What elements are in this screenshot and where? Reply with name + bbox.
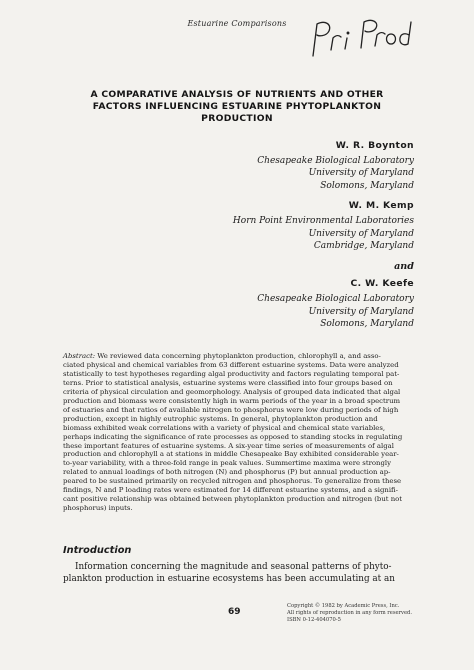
title-line: PRODUCTION [201, 113, 273, 124]
abstract-line: biomass exhibited weak correlations with a variety of physical and chemical state variables, [63, 423, 386, 432]
abstract-line: production and chlorophyll a at stations in middle Chesapeake Bay exhibited considerable year- [63, 450, 399, 459]
affiliation-line: University of Maryland [308, 228, 414, 239]
affiliation-line: University of Maryland [308, 168, 414, 179]
abstract-line: peared to be sustained primarily on recycled nitrogen and phosphorus. To generalize from these [63, 477, 402, 486]
affiliation-line: Chesapeake Biological Laboratory [257, 155, 414, 166]
paper-title [60, 89, 414, 125]
abstract-line: criteria of physical circulation and geomorphology. Analysis of grouped data indicated that algal [63, 387, 401, 396]
abstract-line: findings, N and P loading rates were estimated for 14 different estuarine systems, and a signifi- [63, 486, 398, 495]
page-number: 69 [228, 607, 241, 617]
abstract-line: perhaps indicating the significance of rate processes as opposed to standing stocks in regulating [63, 432, 403, 441]
abstract-line: terns. Prior to statistical analysis, estuarine systems were classified into four groups based on [63, 378, 393, 387]
abstract [63, 352, 413, 513]
author-name: C. W. Keefe [350, 278, 414, 290]
introduction-text [63, 561, 415, 585]
abstract-line: to-year variability, with a three-fold range in peak values. Summertime maxima were strongly [63, 459, 391, 468]
body-line: plankton production in estuarine ecosystems has been accumulating at an [63, 574, 395, 584]
abstract-line [63, 352, 413, 361]
and-conjunction: and [394, 260, 414, 272]
affiliation-line: Chesapeake Biological Laboratory [257, 293, 414, 304]
abstract-label: Abstract: [63, 352, 96, 360]
affiliation-line: Cambridge, Maryland [313, 241, 414, 252]
title-line: A COMPARATIVE ANALYSIS OF NUTRIENTS AND OTHER [90, 89, 384, 100]
affiliation-line: University of Maryland [308, 306, 414, 317]
author-block [154, 278, 414, 330]
abstract-line: production, except in highly eutrophic systems. In general, phytoplankton production and [63, 414, 378, 423]
abstract-line: ciated physical and chemical variables from 63 different estuarine systems. Data were analyzed [63, 360, 399, 369]
author-name: W. M. Kemp [348, 200, 414, 212]
handwritten-annotation [305, 16, 425, 60]
running-head: Estuarine Comparisons [187, 19, 287, 28]
affiliation-line: Solomons, Maryland [320, 180, 414, 191]
author-block [154, 200, 414, 252]
author-list [154, 140, 414, 339]
copyright-line: ISBN 0-12-404070-5 [287, 617, 341, 624]
title-line: FACTORS INFLUENCING ESTUARINE PHYTOPLANKTON [92, 101, 382, 112]
abstract-line: these important features of estuarine systems. A six-year time series of measurements of algal [63, 441, 394, 450]
author-name: W. R. Boynton [335, 140, 414, 151]
body-line: Information concerning the magnitude and seasonal patterns of phyto- [75, 562, 392, 572]
copyright-line: Copyright © 1982 by Academic Press, Inc. [287, 603, 400, 609]
abstract-line: related to annual loadings of both nitrogen (N) and phosphorus (P) but annual production ap- [63, 468, 391, 477]
copyright-line: All rights of reproduction in any form reserved. [287, 610, 412, 617]
abstract-first-line: We reviewed data concerning phytoplankton production, chlorophyll a, and asso- [95, 352, 381, 360]
abstract-line: statistically to test hypotheses regarding algal productivity and factors regulating temporal pat- [63, 369, 400, 378]
author-block [154, 140, 414, 192]
abstract-line: of estuaries and that ratios of available nitrogen to phosphorus were low during periods of high [63, 405, 399, 414]
affiliation-line: Solomons, Maryland [320, 319, 414, 330]
affiliation-line: Horn Point Environmental Laboratories [232, 215, 414, 226]
abstract-line: phosphorus) inputs. [63, 504, 133, 513]
section-heading: Introduction [63, 545, 132, 556]
abstract-line: cant positive relationship was obtained between phytoplankton production and nitrogen (but not [63, 495, 403, 504]
abstract-line: production and biomass were consistently high in warm periods of the year in a broad spectrum [63, 396, 401, 405]
copyright-notice [287, 603, 412, 625]
